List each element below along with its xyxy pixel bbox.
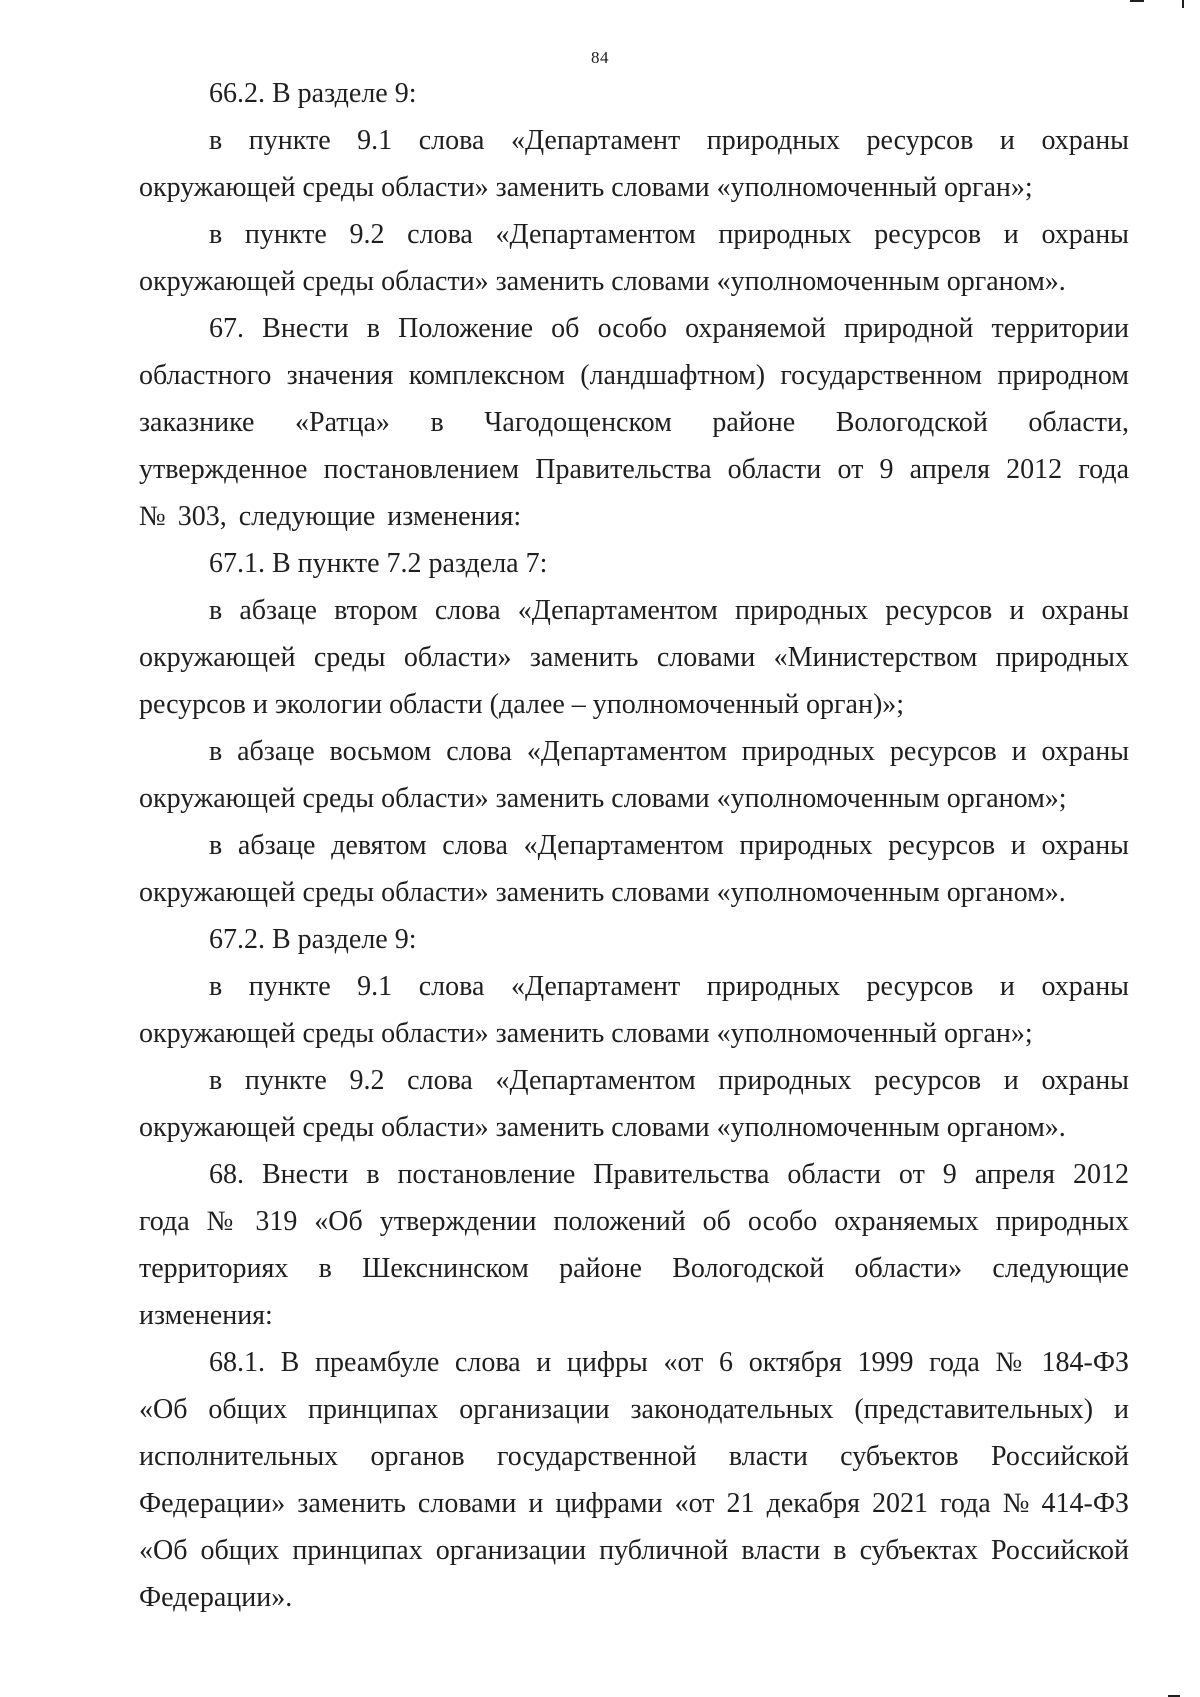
page-number: 84 (591, 48, 609, 67)
paragraph-abzac-8: в абзаце восьмом слова «Департаментом природных ресурсов и охраны окружающей среды области» заменить словами «уполномоченным органом»; (139, 736, 1129, 814)
scan-edge-mark (1182, 0, 1184, 8)
paragraph-68: 68. Внести в постановление Правительства области от 9 апреля 2012 года № 319 «Об утверждении положений об особо охраняемых природных территориях в Шекснинском районе Вологодской области» следующие изменения: (139, 1159, 1129, 1331)
document-body (139, 70, 1129, 1621)
paragraph-68-1: 68.1. В преамбуле слова и цифры «от 6 октября 1999 года № 184-ФЗ «Об общих принципах организации законодательных (представительных) и исполнительных органов государственной власти субъектов Российской Федерации» заменить словами и цифрами «от 21 декабря 2021 года № 414-ФЗ «Об общих принципах организации публичной власти в субъектах Российской Федерации». (139, 1347, 1129, 1613)
paragraph-9-1-b: в пункте 9.1 слова «Департамент природных ресурсов и охраны окружающей среды области» заменить словами «уполномоченный орган»; (139, 971, 1129, 1049)
paragraph-abzac-2: в абзаце втором слова «Департаментом природных ресурсов и охраны окружающей среды области» заменить словами «Министерством природных ресурсов и экологии области (далее – уполномоченный орган)»; (139, 595, 1129, 720)
paragraph-9-2-a: в пункте 9.2 слова «Департаментом природных ресурсов и охраны окружающей среды области» заменить словами «уполномоченным органом». (139, 219, 1129, 297)
paragraph-67: 67. Внести в Положение об особо охраняемой природной территории областного значения комплексном (ландшафтном) государственном природном заказнике «Ратца» в Чагодощенском районе Вологодской области, утвержденное постановлением Правительства области от 9 апреля 2012 года № 303, следующие изменения: (139, 313, 1129, 532)
paragraph-67-1: 67.1. В пункте 7.2 раздела 7: (209, 548, 548, 579)
paragraph-67-2: 67.2. В разделе 9: (209, 924, 417, 955)
paragraph-9-2-b: в пункте 9.2 слова «Департаментом природных ресурсов и охраны окружающей среды области» заменить словами «уполномоченным органом». (139, 1065, 1129, 1143)
paragraph-9-1-a: в пункте 9.1 слова «Департамент природных ресурсов и охраны окружающей среды области» заменить словами «уполномоченный орган»; (139, 125, 1129, 203)
paragraph-abzac-9: в абзаце девятом слова «Департаментом природных ресурсов и охраны окружающей среды области» заменить словами «уполномоченным органом». (139, 830, 1129, 908)
paragraph-66-2: 66.2. В разделе 9: (209, 78, 417, 109)
scan-edge-mark (1130, 0, 1144, 2)
